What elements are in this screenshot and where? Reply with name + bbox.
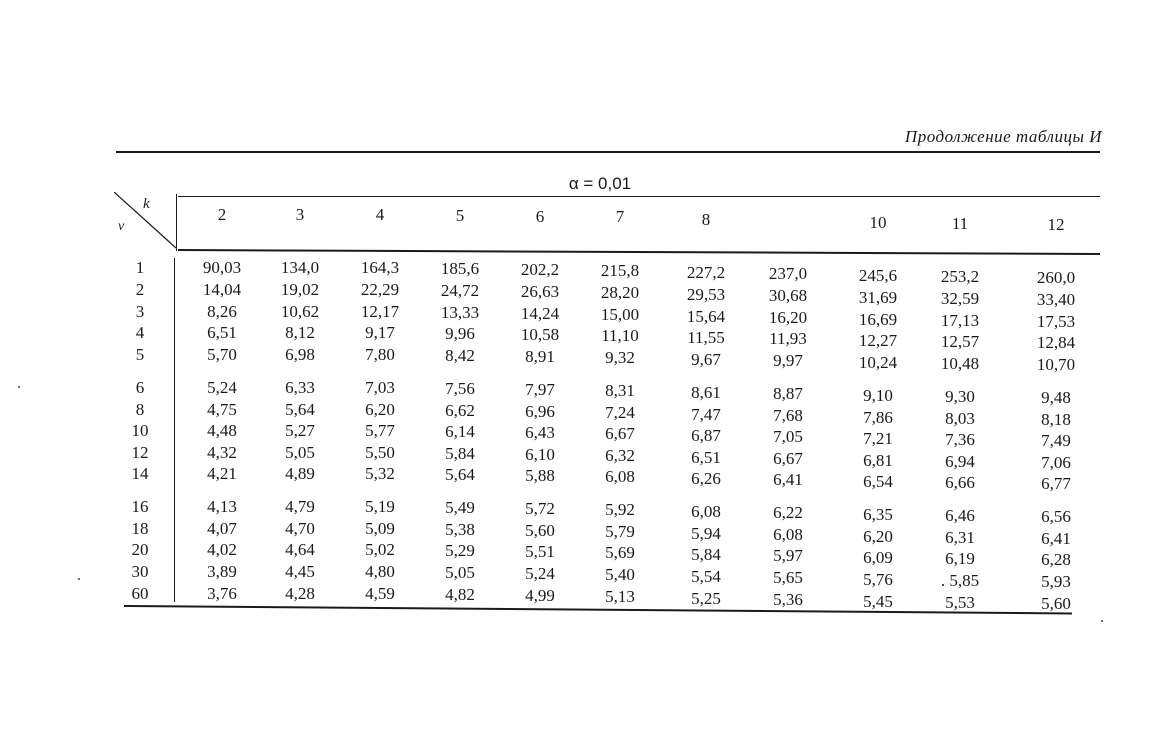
column-header: 12 [1047,215,1065,234]
table-cell: 5,36 [773,590,803,609]
table-cell: 7,36 [945,430,975,449]
table-cell: 245,6 [858,266,898,285]
table-cell: 4,70 [285,519,315,538]
table-cell: 4,75 [207,400,237,419]
corner-k-label: k [143,196,150,212]
table-cell: 5,92 [605,500,635,519]
table-cell: 12,27 [858,331,898,350]
scan-speck [78,578,80,580]
table-cell: 7,86 [863,408,893,427]
table-cell: 31,69 [858,288,898,307]
table-cell: 9,97 [773,351,803,370]
table-cell: 12,17 [360,302,400,321]
table-cell: 8,12 [285,323,315,342]
row-label-v: 8 [135,400,145,419]
table-cell: 5,50 [365,443,395,462]
table-cell: 14,24 [520,304,560,323]
table-cell: 90,03 [202,258,242,277]
table-cell: 7,68 [773,406,803,425]
table-cell: 4,89 [285,464,315,483]
table-cell: 6,87 [691,426,721,445]
table-cell: 5,24 [207,378,237,397]
table-cell: 6,81 [863,451,893,470]
row-label-v: 60 [131,584,149,603]
row-label-v: 4 [135,323,145,342]
column-header: 3 [295,205,305,224]
table-cell: 10,24 [858,353,898,372]
column-header: 5 [455,206,465,225]
table-cell: 7,80 [365,345,395,364]
table-cell: 4,45 [285,562,315,581]
table-cell: 4,82 [445,585,475,604]
table-cell: 4,64 [285,540,315,559]
scan-speck [18,386,20,388]
table-caption: Продолжение таблицы И [904,127,1102,146]
table-cell: 7,56 [445,379,475,398]
table-cell: 6,43 [525,423,555,442]
table-cell: 4,07 [207,519,237,538]
table-cell: 9,10 [863,386,893,405]
table-cell: 14,04 [202,280,242,299]
column-header: 6 [535,207,545,226]
table-cell: 5,27 [285,421,315,440]
table-cell: 8,31 [605,381,635,400]
table-cell: 6,10 [525,445,555,464]
table-cell: 26,63 [520,282,560,301]
table-cell: 5,88 [525,466,555,485]
stub-divider-body [174,258,175,602]
table-cell: 6,08 [691,502,721,521]
table-cell: 15,64 [686,307,726,326]
table-cell: 260,0 [1036,268,1076,287]
table-cell: 8,03 [945,409,975,428]
row-label-v: 14 [131,464,149,483]
table-cell: 5,84 [445,444,475,463]
table-cell: 5,76 [863,570,893,589]
table-cell: 9,17 [365,323,395,342]
table-cell: 4,79 [285,497,315,516]
table-cell: 6,41 [1041,529,1071,548]
table-cell: 5,13 [605,587,635,606]
table-cell: 6,31 [945,528,975,547]
table-cell: 32,59 [940,289,980,308]
table-cell: 5,32 [365,464,395,483]
alpha-label: α = 0,01 [568,174,632,193]
table-cell: 185,6 [440,259,480,278]
table-cell: 8,61 [691,383,721,402]
table-cell: 8,87 [773,384,803,403]
table-cell: 11,10 [601,326,639,345]
row-label-v: 30 [131,562,149,581]
table-cell: 8,91 [525,347,555,366]
table-cell: 5,60 [1041,594,1071,613]
scan-speck [1101,620,1103,622]
table-cell: 6,77 [1041,474,1071,493]
table-cell: 6,96 [525,402,555,421]
table-cell: 5,70 [207,345,237,364]
table-cell: 3,89 [207,562,237,581]
column-header: 8 [701,210,711,229]
table-cell: 6,66 [945,473,975,492]
table-cell: 237,0 [768,264,808,283]
table-cell: 5,54 [691,567,721,586]
table-cell: 5,25 [691,589,721,608]
table-cell: 5,53 [945,593,975,612]
table-cell: 227,2 [686,263,726,282]
table-cell: 22,29 [360,280,400,299]
table-cell: 6,67 [605,424,635,443]
table-cell: 6,35 [863,505,893,524]
table-cell: 5,49 [445,498,475,517]
table-cell: 9,48 [1041,388,1071,407]
table-cell: 6,20 [863,527,893,546]
row-label-v: 16 [131,497,149,516]
table-cell: 4,21 [207,464,237,483]
table-cell: 9,30 [945,387,975,406]
table-cell: 5,64 [285,400,315,419]
table-cell: 7,05 [773,427,803,446]
table-cell: 6,08 [773,525,803,544]
table-cell: 6,67 [773,449,803,468]
table-cell: 5,93 [1041,572,1071,591]
row-label-v: 12 [131,443,149,462]
table-cell: 5,79 [605,522,635,541]
table-cell: 4,13 [207,497,237,516]
table-cell: 215,8 [600,261,640,280]
table-cell: 33,40 [1036,290,1076,309]
row-label-v: 5 [135,345,145,364]
table-cell: 5,94 [691,524,721,543]
table-cell: 4,28 [285,584,315,603]
corner-v-label: ν [118,219,125,234]
row-label-v: 20 [131,540,149,559]
table-cell: 7,49 [1041,431,1071,450]
table-cell: 6,20 [365,400,395,419]
row-label-v: 1 [135,258,145,277]
table-cell: 134,0 [280,258,320,277]
table-cell: 8,42 [445,346,475,365]
table-cell: 10,58 [520,325,560,344]
row-label-v: 2 [135,280,145,299]
table-cell: 6,22 [773,503,803,522]
table-cell: 6,33 [285,378,315,397]
row-label-v: 10 [131,421,149,440]
table-cell: 29,53 [686,285,726,304]
table-cell: 164,3 [360,258,400,277]
table-cell: 6,46 [945,506,975,525]
table-cell: 8,26 [207,302,237,321]
table-cell: 5,40 [605,565,635,584]
table-cell: 7,06 [1041,453,1071,472]
table-cell: 6,08 [605,467,635,486]
table-cell: 11,93 [769,329,807,348]
table-cell: 10,62 [280,302,320,321]
table-cell: 6,51 [691,448,721,467]
table-cell: 7,47 [691,405,721,424]
table-cell: 5,45 [863,592,893,611]
column-header: 4 [375,205,385,224]
table-cell: 6,62 [445,401,475,420]
table-cell: 6,56 [1041,507,1071,526]
table-cell: 9,32 [605,348,635,367]
table-cell: 12,57 [940,332,980,351]
column-header: 10 [869,213,887,232]
table-cell: 12,84 [1036,333,1076,352]
table-cell: 11,55 [687,328,725,347]
table-cell: 15,00 [600,305,640,324]
table-cell: 5,60 [525,521,555,540]
table-cell: 7,97 [525,380,555,399]
table-cell: . 5,85 [940,571,980,590]
table-cell: 5,72 [525,499,555,518]
table-cell: 4,32 [207,443,237,462]
table-cell: 7,03 [365,378,395,397]
table-cell: 5,64 [445,465,475,484]
table-cell: 28,20 [600,283,640,302]
top-rule [116,151,1100,153]
table-cell: 17,53 [1036,312,1076,331]
table-cell: 6,98 [285,345,315,364]
table-cell: 6,32 [605,446,635,465]
table-cell: 19,02 [280,280,320,299]
table-cell: 13,33 [440,303,480,322]
table-cell: 6,14 [445,422,475,441]
table-cell: 16,69 [858,310,898,329]
table-cell: 16,20 [768,308,808,327]
table-cell: 6,51 [207,323,237,342]
table-cell: 6,94 [945,452,975,471]
row-label-v: 18 [131,519,149,538]
table-cell: 4,59 [365,584,395,603]
table-cell: 6,26 [691,469,721,488]
table-cell: 4,99 [525,586,555,605]
table-cell: 6,41 [773,470,803,489]
table-cell: 5,24 [525,564,555,583]
table-cell: 4,48 [207,421,237,440]
table-cell: 8,18 [1041,410,1071,429]
table-cell: 6,28 [1041,550,1071,569]
table-cell: 6,54 [863,472,893,491]
table-cell: 5,02 [365,540,395,559]
table-cell: 7,21 [863,429,893,448]
table-cell: 253,2 [940,267,980,286]
table-cell: 202,2 [520,260,560,279]
table-cell: 5,84 [691,545,721,564]
table-cell: 5,65 [773,568,803,587]
table-cell: 5,69 [605,543,635,562]
table-cell: 5,05 [285,443,315,462]
table-cell: 5,97 [773,546,803,565]
table-cell: 30,68 [768,286,808,305]
table-cell: 17,13 [940,311,980,330]
table-cell: 5,19 [365,497,395,516]
table-cell: 6,09 [863,548,893,567]
column-header: 7 [615,207,625,226]
table-cell: 10,48 [940,354,980,373]
table-cell: 5,77 [365,421,395,440]
table-cell: 4,02 [207,540,237,559]
table-cell: 4,80 [365,562,395,581]
row-label-v: 3 [135,302,145,321]
row-label-v: 6 [135,378,145,397]
column-header: 2 [217,205,227,224]
table-cell: 9,67 [691,350,721,369]
table-cell: 24,72 [440,281,480,300]
table-cell: 5,05 [445,563,475,582]
table-cell: 10,70 [1036,355,1076,374]
table-cell: 5,29 [445,541,475,560]
table-cell: 7,24 [605,403,635,422]
table-cell: 5,51 [525,542,555,561]
alpha-rule [178,196,1100,197]
table-cell: 5,38 [445,520,475,539]
column-header: 11 [951,214,969,233]
header-bottom-rule [178,249,1100,255]
table-cell: 3,76 [207,584,237,603]
table-cell: 9,96 [445,324,475,343]
table-cell: 5,09 [365,519,395,538]
table-cell: 6,19 [945,549,975,568]
